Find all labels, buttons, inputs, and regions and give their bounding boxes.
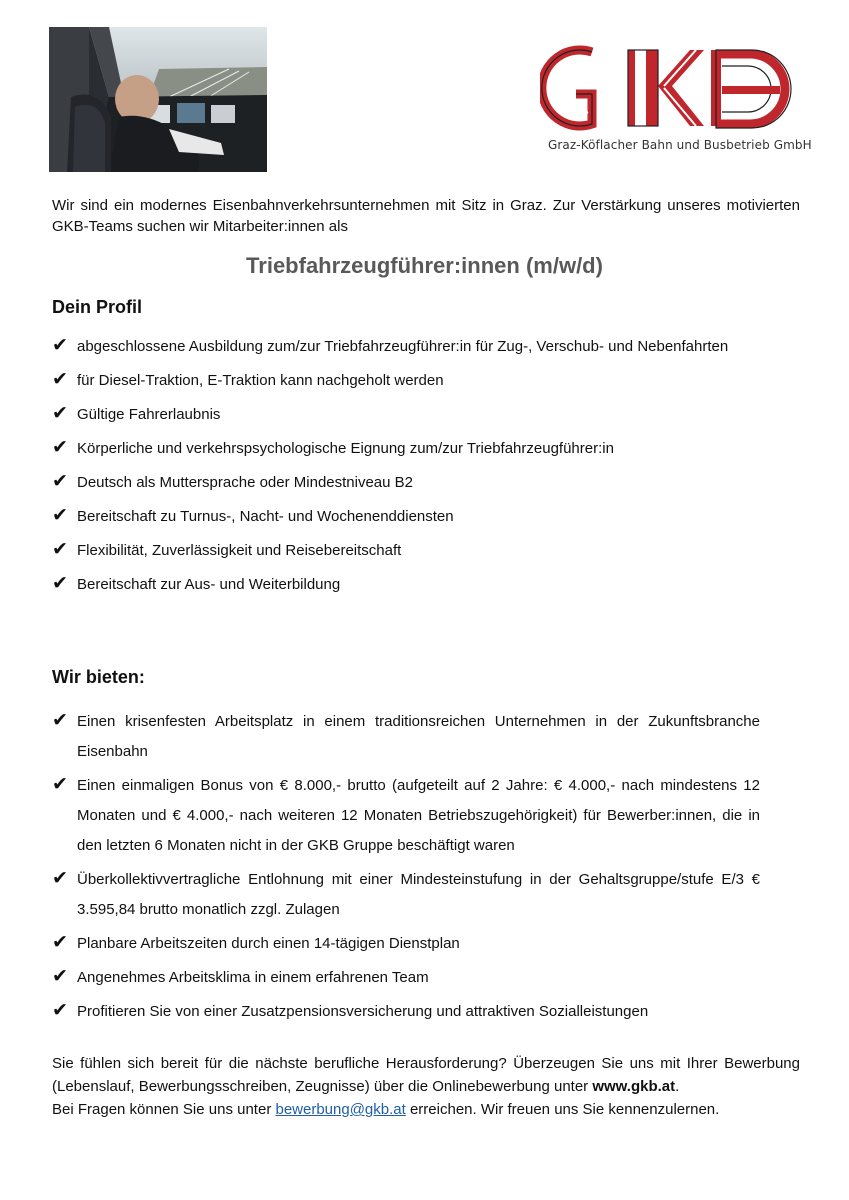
- profile-item-text: Körperliche und verkehrspsychologische Eignung zum/zur Triebfahrzeugführer:in: [77, 440, 614, 457]
- website-text: www.gkb.at: [592, 1078, 676, 1095]
- offer-item-text: Planbare Arbeitszeiten durch einen 14-tägigen Dienstplan: [77, 935, 460, 952]
- checkmark-icon: ✔: [52, 965, 68, 987]
- checkmark-icon: ✔: [52, 931, 68, 953]
- checkmark-icon: ✔: [52, 368, 68, 390]
- train-cab-photo: [49, 27, 267, 172]
- profile-item: [52, 366, 760, 396]
- questions-prefix: Bei Fragen können Sie uns unter: [52, 1101, 272, 1118]
- checkmark-icon: ✔: [52, 773, 68, 795]
- offer-item-text: Profitieren Sie von einer Zusatzpensionsversicherung und attraktiven Sozialleistungen: [77, 1003, 649, 1020]
- checkmark-icon: ✔: [52, 470, 68, 492]
- checkmark-icon: ✔: [52, 402, 68, 424]
- offer-item: [52, 963, 760, 993]
- job-title: Triebfahrzeugführer:innen (m/w/d): [246, 253, 603, 278]
- questions-paragraph: [52, 1098, 800, 1121]
- offer-item: [52, 865, 760, 925]
- offer-heading: Wir bieten:: [52, 667, 145, 687]
- checkmark-icon: ✔: [52, 572, 68, 594]
- profile-item-text: Deutsch als Muttersprache oder Mindestniveau B2: [77, 474, 414, 491]
- checkmark-icon: ✔: [52, 538, 68, 560]
- intro-text: Wir sind ein modernes Eisenbahnverkehrsunternehmen mit Sitz in Graz. Zur Verstärkung unseres motivierten GKB-Teams suchen wir Mitarbeiter:innen als: [52, 197, 800, 235]
- profile-item-text: abgeschlossene Ausbildung zum/zur Triebfahrzeugführer:in für Zug-, Verschub- und Nebenfahrten: [77, 338, 729, 355]
- offer-list: [52, 707, 760, 1031]
- profile-heading: Dein Profil: [52, 297, 143, 317]
- profile-item-text: Flexibilität, Zuverlässigkeit und Reisebereitschaft: [77, 542, 402, 559]
- checkmark-icon: ✔: [52, 867, 68, 889]
- profile-list: [52, 332, 760, 604]
- profile-item: [52, 536, 760, 566]
- offer-item-text: Überkollektivvertragliche Entlohnung mit einer Mindesteinstufung in der Gehaltsgruppe/stufe E/3 € 3.595,84 brutto monatlich zzgl. Zulagen: [77, 871, 760, 918]
- checkmark-icon: ✔: [52, 334, 68, 356]
- profile-item: [52, 468, 760, 498]
- logo-caption: Graz-Köflacher Bahn und Busbetrieb GmbH: [548, 138, 812, 152]
- offer-item: [52, 997, 760, 1027]
- offer-item-text: Einen einmaligen Bonus von € 8.000,- brutto (aufgeteilt auf 2 Jahre: € 4.000,- nach mindestens 12 Monaten und € 4.000,- nach weiteren 12 Monaten Betriebszugehörigkeit) für Bewerber:innen, die in den letzten 6 Monaten nicht in der GKB Gruppe beschäftigt waren: [77, 777, 760, 854]
- offer-item: [52, 707, 760, 767]
- offer-item-text: Einen krisenfesten Arbeitsplatz in einem traditionsreichen Unternehmen in der Zukunftsbranche Eisenbahn: [77, 713, 760, 760]
- closing-section: [52, 1052, 800, 1121]
- offer-item: [52, 771, 760, 861]
- closing-text: Sie fühlen sich bereit für die nächste berufliche Herausforderung? Überzeugen Sie uns mit Ihrer Bewerbung (Lebenslauf, Bewerbungsschreiben, Zeugnisse) über die Onlinebewerbung unter: [52, 1055, 800, 1095]
- closing-paragraph: [52, 1052, 800, 1098]
- email-link[interactable]: bewerbung@gkb.at: [275, 1101, 406, 1118]
- profile-item: [52, 400, 760, 430]
- profile-item: [52, 332, 760, 362]
- offer-item: [52, 929, 760, 959]
- profile-item-text: Bereitschaft zur Aus- und Weiterbildung: [77, 576, 341, 593]
- checkmark-icon: ✔: [52, 504, 68, 526]
- questions-suffix: erreichen. Wir freuen uns Sie kennenzulernen.: [409, 1101, 720, 1118]
- website-suffix: .: [675, 1078, 680, 1095]
- profile-item-text: für Diesel-Traktion, E-Traktion kann nachgeholt werden: [77, 372, 444, 389]
- checkmark-icon: ✔: [52, 709, 68, 731]
- profile-item: [52, 570, 760, 600]
- offer-item-text: Angenehmes Arbeitsklima in einem erfahrenen Team: [77, 969, 429, 986]
- checkmark-icon: ✔: [52, 436, 68, 458]
- profile-item-text: Bereitschaft zu Turnus-, Nacht- und Wochenenddiensten: [77, 508, 454, 525]
- profile-item: [52, 434, 760, 464]
- profile-item-text: Gültige Fahrerlaubnis: [77, 406, 221, 423]
- checkmark-icon: ✔: [52, 999, 68, 1021]
- profile-item: [52, 502, 760, 532]
